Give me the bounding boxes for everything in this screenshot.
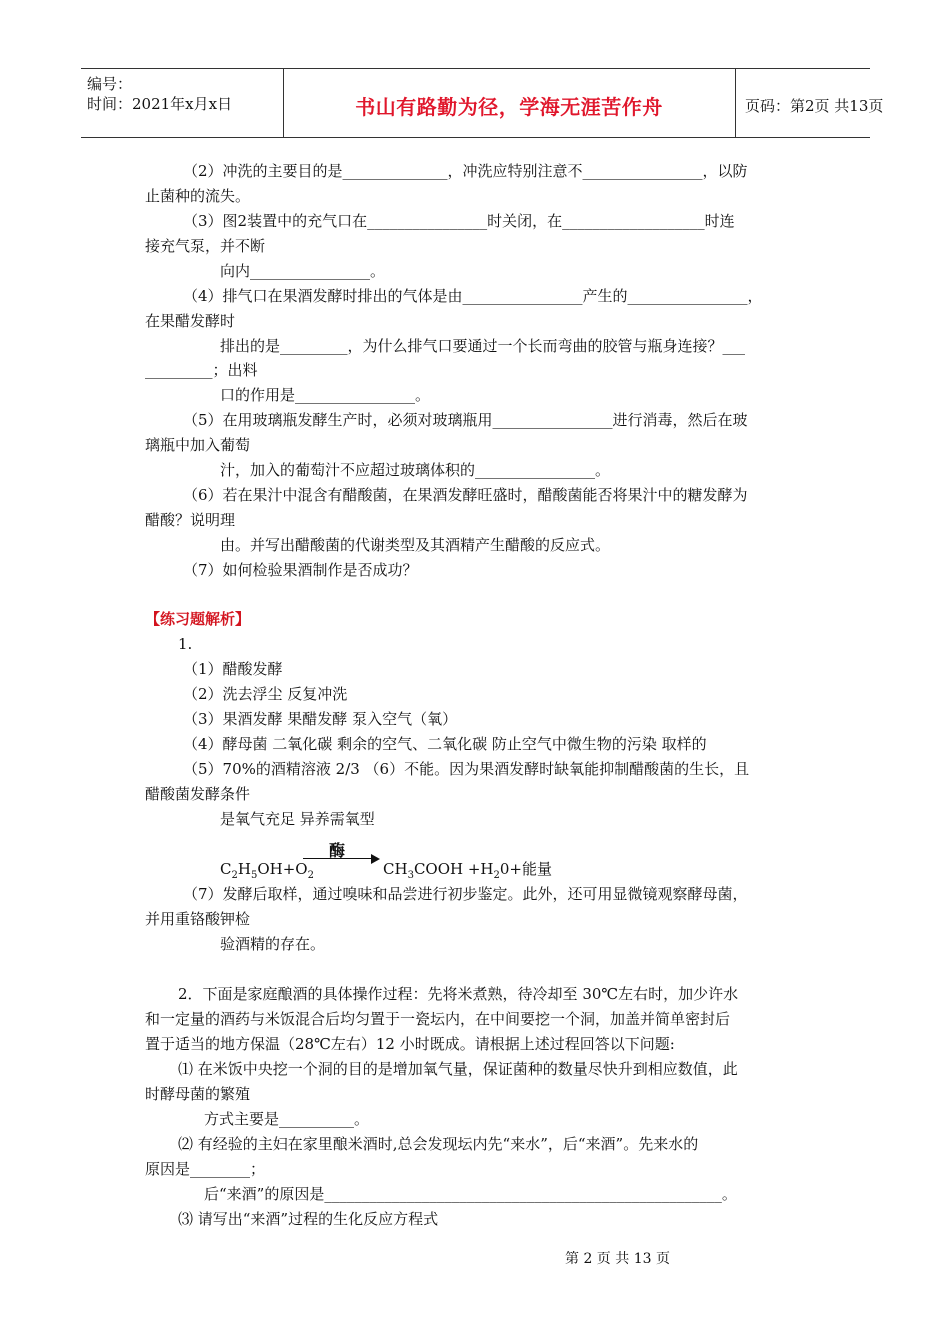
q1-line: （4）排气口在果酒发酵时排出的气体是由________________产生的________________， xyxy=(183,287,763,305)
q1-line: 汁，加入的葡萄汁不应超过玻璃体积的________________。 xyxy=(220,461,611,479)
analysis-line: （2）洗去浮尘 反复冲洗 xyxy=(183,685,348,703)
q1-line: （2）冲洗的主要目的是______________，冲洗应特别注意不________________，以防 xyxy=(183,162,748,180)
enzyme-label: 酶 xyxy=(329,841,346,860)
analysis-line: （1）醋酸发酵 xyxy=(183,660,283,678)
arrow-shaft xyxy=(303,858,373,859)
q2-line: 原因是________； xyxy=(145,1160,266,1178)
q2-line: ⑴ 在米饭中央挖一个洞的目的是增加氧气量，保证菌种的数量尽快升到相应数值，此 xyxy=(178,1060,738,1078)
equation-left: $C_2H_5OH+O_2$ xyxy=(220,860,314,881)
header-page-cell xyxy=(735,69,884,137)
q1-line: （3）图2装置中的充气口在________________时关闭，在___________________时连 xyxy=(183,212,735,230)
equation-right: $CH_3COOH +H_20+$能量 xyxy=(383,860,553,881)
q1-line: 向内________________。 xyxy=(220,262,386,280)
q2-line: 置于适当的地方保温（28℃左右）12 小时既成。请根据上述过程回答以下问题: xyxy=(145,1035,675,1053)
q2-line: 方式主要是__________。 xyxy=(204,1110,370,1128)
q2-line: 和一定量的酒药与米饭混合后均匀置于一瓷坛内，在中间要挖一个洞，加盖并简单密封后 xyxy=(145,1010,731,1028)
q1-line: 口的作用是________________。 xyxy=(220,386,431,404)
q1-line: 排出的是_________，为什么排气口要通过一个长而弯曲的胶管与瓶身连接？___ xyxy=(220,337,746,355)
page-number: 页码：第2页 共13页 xyxy=(745,97,884,115)
q2-line: 后“来酒”的原因是_____________________________________________________。 xyxy=(204,1185,737,1203)
analysis-line: （5）70%的酒精溶液 2/3 （6）不能。因为果酒发酵时缺氧能抑制醋酸菌的生长，且 xyxy=(183,760,750,778)
q1-line: （5）在用玻璃瓶发酵生产时，必须对玻璃瓶用________________进行消毒，然后在玻 xyxy=(183,411,748,429)
analysis-line: 醋酸菌发酵条件 xyxy=(145,785,251,803)
q1-line: _________；出料 xyxy=(145,361,258,379)
q2-line: 2．下面是家庭酿酒的具体操作过程：先将米煮熟，待冷却至 30℃左右时，加少许水 xyxy=(178,985,739,1003)
analysis-line: 并用重铬酸钾检 xyxy=(145,910,251,928)
q1-line: 醋酸？说明理 xyxy=(145,511,236,529)
code-label: 编号： xyxy=(87,75,133,93)
q2-line: 时酵母菌的繁殖 xyxy=(145,1085,251,1103)
analysis-line: 是氧气充足 异养需氧型 xyxy=(220,810,375,828)
page-header xyxy=(81,68,884,138)
q1-line: （7）如何检验果酒制作是否成功？ xyxy=(183,561,418,579)
q1-line: 止菌种的流失。 xyxy=(145,187,251,205)
q2-line: ⑶ 请写出“来酒”过程的生化反应方程式 xyxy=(178,1210,439,1228)
analysis-line: （4）酵母菌 二氧化碳 剩余的空气、二氧化碳 防止空气中微生物的污染 取样的 xyxy=(183,735,707,753)
analysis-line: （7）发酵后取样，通过嗅味和品尝进行初步鉴定。此外，还可用显微镜观察酵母菌， xyxy=(183,885,748,903)
analysis-line: 验酒精的存在。 xyxy=(220,935,326,953)
q1-line: 在果醋发酵时 xyxy=(145,312,236,330)
q1-line: 接充气泵，并不断 xyxy=(145,237,266,255)
q1-line: 璃瓶中加入葡萄 xyxy=(145,436,251,454)
analysis-heading: 【练习题解析】 xyxy=(145,610,251,628)
q2-line: ⑵ 有经验的主妇在家里酿米酒时,总会发现坛内先“来水”，后“来酒”。先来水的 xyxy=(178,1135,699,1153)
q1-line: （6）若在果汁中混含有醋酸菌，在果酒发酵旺盛时，醋酸菌能否将果汁中的糖发酵为 xyxy=(183,486,748,504)
reaction-arrow xyxy=(303,838,383,868)
header-motto-cell xyxy=(283,69,736,137)
time-label: 时间：2021年x月x日 xyxy=(87,95,233,113)
page-footer: 第 2 页 共 13 页 xyxy=(565,1251,670,1267)
q1-line: 由。并写出醋酸菌的代谢类型及其酒精产生醋酸的反应式。 xyxy=(220,536,611,554)
motto: 书山有路勤为径，学海无涯苦作舟 xyxy=(355,95,663,119)
analysis-line: （3）果酒发酵 果醋发酵 泵入空气（氧） xyxy=(183,710,458,728)
analysis-line: 1. xyxy=(178,635,193,653)
header-meta xyxy=(81,69,284,137)
arrow-head-icon xyxy=(371,854,380,864)
